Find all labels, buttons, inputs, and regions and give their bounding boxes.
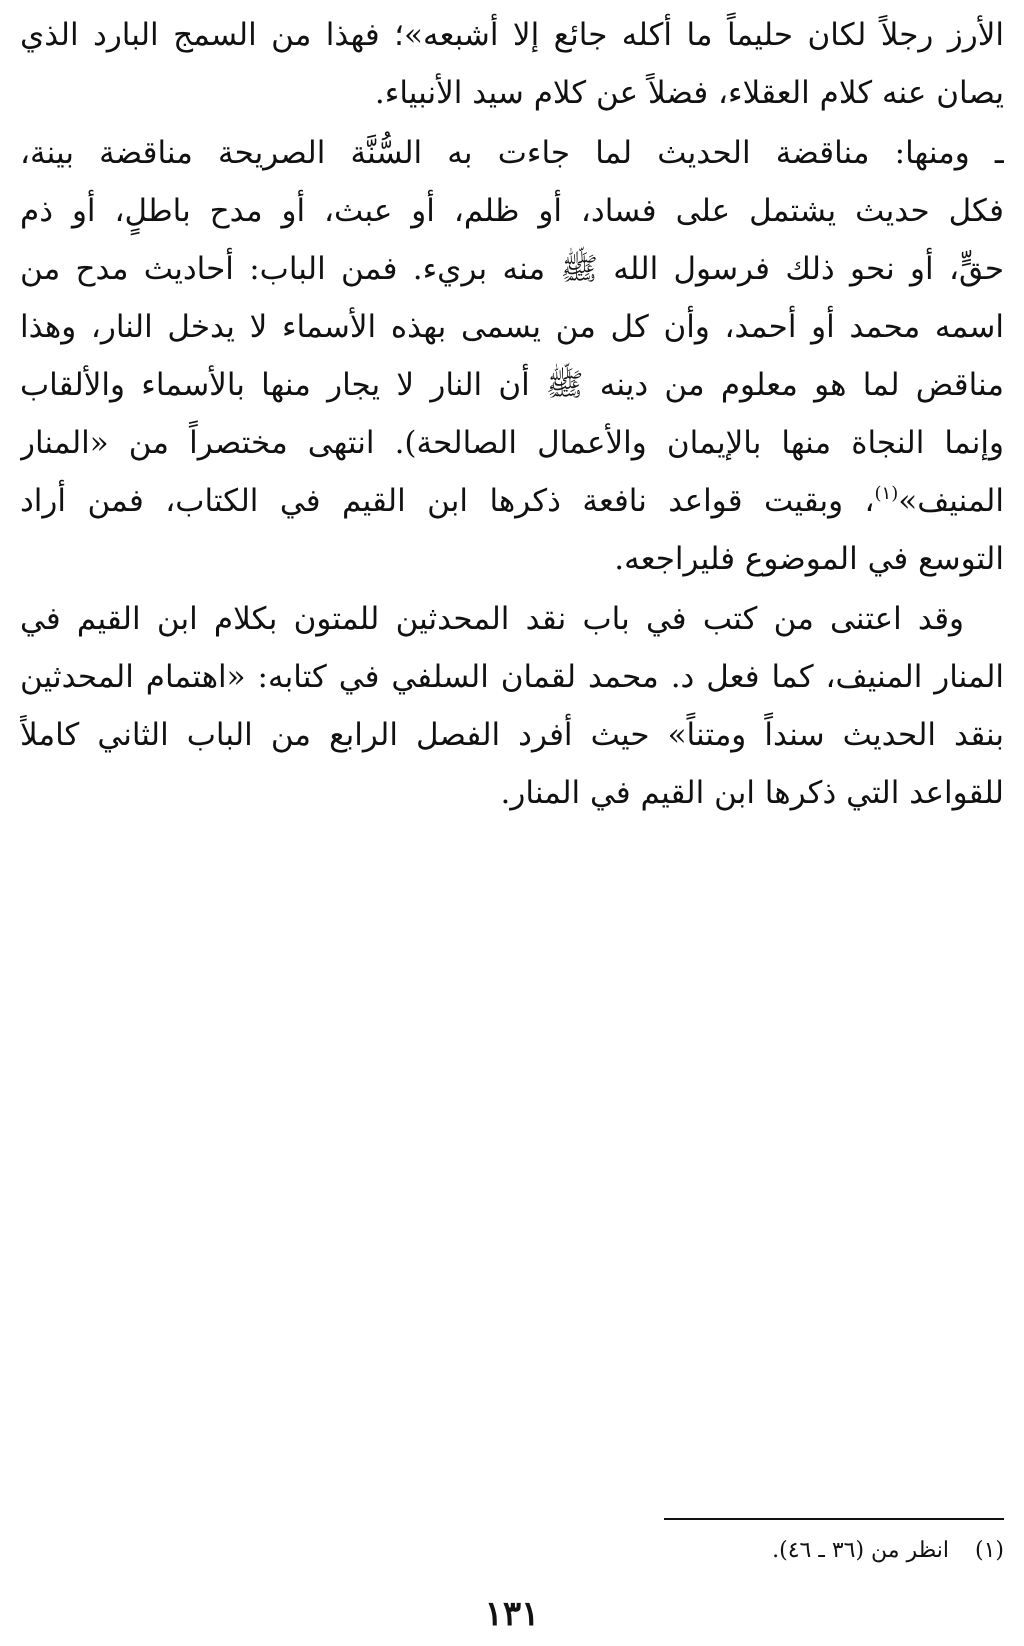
text-line: المنار المنيف، كما فعل د. محمد لقمان السلفي في كتابه: «اهتمام المحدثين [20,659,1004,695]
text-line: التوسع في الموضوع فليراجعه. [614,541,1004,577]
text-line: فكل حديث يشتمل على فساد، أو ظلم، أو عبث، أو مدح باطلٍ، أو ذم [20,193,1004,229]
text-line: حقٍّ، أو نحو ذلك فرسول الله ﷺ منه بريء. فمن الباب: أحاديث مدح من [20,251,1004,287]
text-line: مناقض لما هو معلوم من دينه ﷺ أن النار لا يجار منها بالأسماء والألقاب [20,367,1004,403]
text-segment: ، وبقيت قواعد نافعة ذكرها ابن القيم في الكتاب، فمن أراد [20,483,875,519]
text-line: اسمه محمد أو أحمد، وأن كل من يسمى بهذه الأسماء لا يدخل النار، وهذا [20,309,1004,345]
text-segment: المنيف» [898,483,1004,519]
footnote [772,1535,1004,1567]
footnote-separator [664,1518,1004,1520]
footnote-reference[interactable]: (١) [874,483,899,504]
footnote-number: (١) [974,1538,1004,1563]
text-line: وإنما النجاة منها بالإيمان والأعمال الصالحة). انتهى مختصراً من «المنار [20,425,1004,461]
footnote-text: انظر من (٣٦ ـ ٤٦). [772,1538,949,1563]
text-line-with-footnote [20,472,1004,530]
text-line: بنقد الحديث سنداً ومتناً» حيث أفرد الفصل الرابع من الباب الثاني كاملاً [20,717,1004,753]
page-number: ١٣١ [484,1594,540,1634]
text-line: الأرز رجلاً لكان حليماً ما أكله جائع إلا أشبعه»؛ فهذا من السمج البارد الذي [20,17,1004,53]
text-line: للقواعد التي ذكرها ابن القيم في المنار. [500,775,1004,811]
text-line: ـ ومنها: مناقضة الحديث لما جاءت به السُّنَّة الصريحة مناقضة بينة، [20,135,1004,171]
text-line: يصان عنه كلام العقلاء، فضلاً عن كلام سيد الأنبياء. [374,75,1004,111]
body-text [20,6,1004,822]
text-line: وقد اعتنى من كتب في باب نقد المحدثين للمتون بكلام ابن القيم في [20,601,964,637]
